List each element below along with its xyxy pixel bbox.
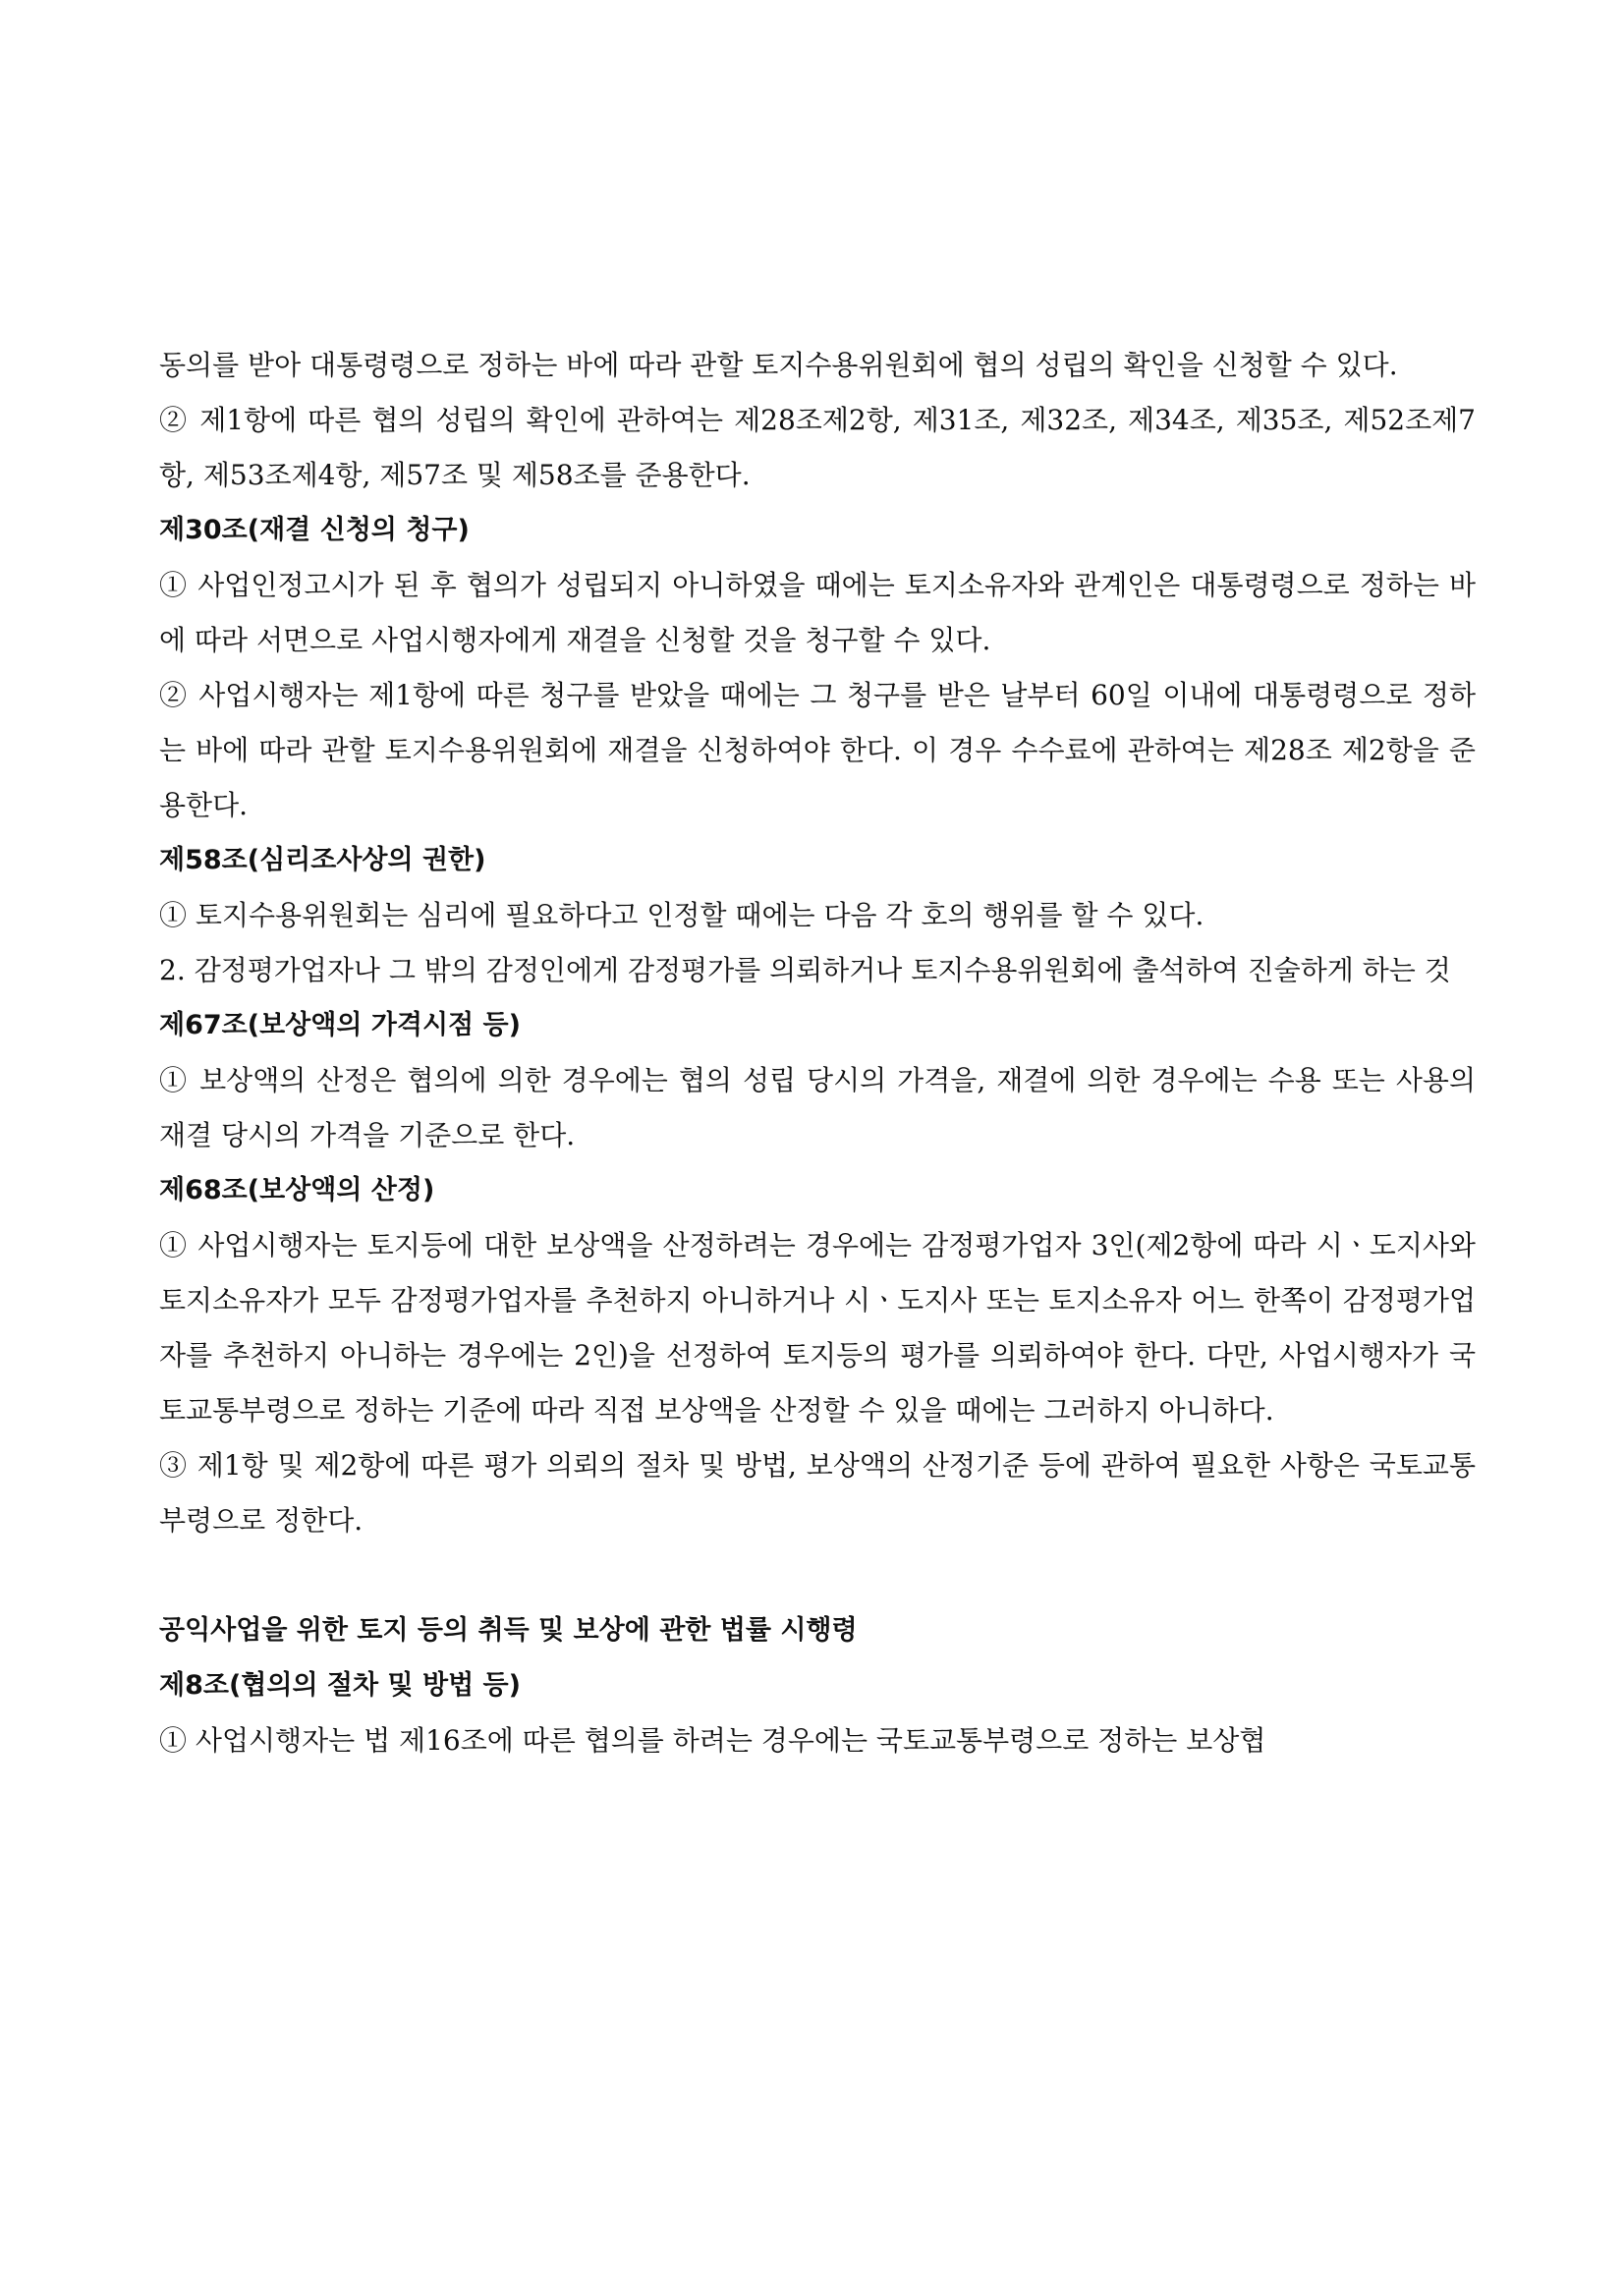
law-title: 공익사업을 위한 토지 등의 취득 및 보상에 관한 법률 시행령 — [159, 1615, 858, 1646]
paragraph: ② 제1항에 따른 협의 성립의 확인에 관하여는 제28조제2항, 제31조, 제32조, 제34조, 제35조, 제52조제7항, 제53조제4항, 제57조 및 제58조를 준용한다. — [159, 404, 1476, 491]
paragraph: ① 보상액의 산정은 협의에 의한 경우에는 협의 성립 당시의 가격을, 재결에 의한 경우에는 수용 또는 사용의 재결 당시의 가격을 기준으로 한다. — [159, 1064, 1476, 1151]
article-heading: 제68조(보상액의 산정) — [159, 1175, 435, 1205]
paragraph: ② 사업시행자는 제1항에 따른 청구를 받았을 때에는 그 청구를 받은 날부터 60일 이내에 대통령령으로 정하는 바에 따라 관할 토지수용위원회에 재결을 신청하여야 한다. 이 경우 수수료에 관하여는 제28조 제2항을 준용한다. — [159, 679, 1476, 821]
article-heading: 제67조(보상액의 가격시점 등) — [159, 1010, 521, 1040]
article-heading: 제58조(심리조사상의 권한) — [159, 845, 486, 875]
paragraph: ① 사업시행자는 토지등에 대한 보상액을 산정하려는 경우에는 감정평가업자 3인(제2항에 따라 시ㆍ도지사와 토지소유자가 모두 감정평가업자를 추천하지 아니하거나 시ㆍ도지사 또는 토지소유자 어느 한쪽이 감정평가업자를 추천하지 아니하는 경우에는 2인)을 선정하여 토지등의 평가를 의뢰하여야 한다. 다만, 사업시행자가 국토교통부령으로 정하는 기준에 따라 직접 보상액을 산정할 수 있을 때에는 그러하지 아니하다. — [159, 1229, 1476, 1427]
paragraph: 2. 감정평가업자나 그 밖의 감정인에게 감정평가를 의뢰하거나 토지수용위원회에 출석하여 진술하게 하는 것 — [159, 954, 1451, 986]
paragraph: ① 사업인정고시가 된 후 협의가 성립되지 아니하였을 때에는 토지소유자와 관계인은 대통령령으로 정하는 바에 따라 서면으로 사업시행자에게 재결을 신청할 것을 청구할 수 있다. — [159, 569, 1476, 656]
paragraph: ① 사업시행자는 법 제16조에 따른 협의를 하려는 경우에는 국토교통부령으로 정하는 보상협 — [159, 1724, 1266, 1757]
article-heading: 제8조(협의의 절차 및 방법 등) — [159, 1670, 521, 1701]
article-heading: 제30조(재결 신청의 청구) — [159, 515, 470, 545]
paragraph: 동의를 받아 대통령령으로 정하는 바에 따라 관할 토지수용위원회에 협의 성립의 확인을 신청할 수 있다. — [159, 349, 1398, 381]
section-gap — [159, 1548, 1476, 1603]
paragraph: ① 토지수용위원회는 심리에 필요하다고 인정할 때에는 다음 각 호의 행위를 할 수 있다. — [159, 899, 1204, 931]
document-page — [159, 338, 1476, 1768]
paragraph: ③ 제1항 및 제2항에 따른 평가 의뢰의 절차 및 방법, 보상액의 산정기준 등에 관하여 필요한 사항은 국토교통부령으로 정한다. — [159, 1449, 1476, 1537]
